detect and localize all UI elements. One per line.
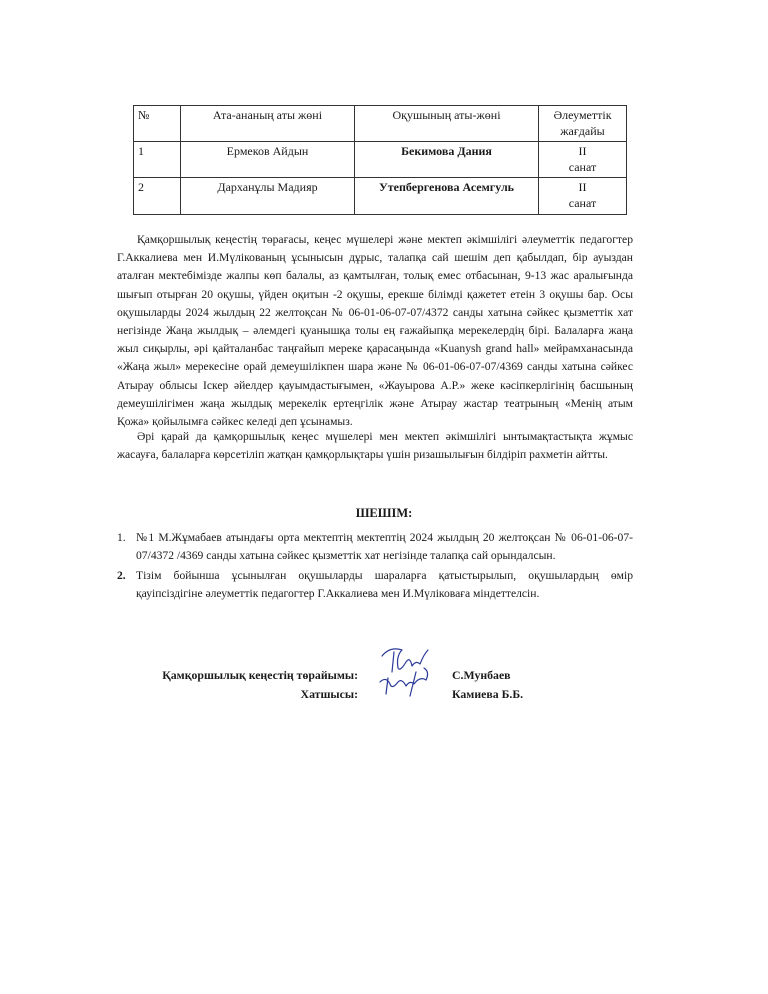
chair-label: Қамқоршылық кеңестің төрайымы:	[162, 668, 358, 682]
header-student-name: Оқушының аты-жөні	[355, 106, 539, 142]
row-parent-name: Дарханұлы Мадияр	[181, 178, 355, 214]
table-row	[134, 142, 627, 178]
status-label: санат	[568, 159, 597, 174]
secretary-name: Камиева Б.Б.	[452, 687, 524, 701]
decision-heading: ШЕШІМ:	[355, 506, 413, 520]
decision-item-text: №1 М.Жұмабаев атындағы орта мектептің мектептің 2024 жылдың 20 желтоқсан № 06-01-06-07-07/4372 /4369 санды хатына сәйкес қызметтік хат негізінде талапқа сай орындалсын.	[136, 531, 633, 562]
chair-name: С.Мунбаев	[452, 668, 511, 682]
row-social-status	[539, 178, 627, 214]
row-number: 2	[134, 178, 181, 214]
paragraph-1-text: Қамқоршылық кеңестің төрағасы, кеңес мүшелері және мектеп әкімшілігі әлеуметтік педагогтер Г.Аккалиева мен И.Мүлікованың ұсынысын дұрыс, талапқа сай шешім деп қабылдап, бір ауыздан аталған мектебімізде жалпы көп балалы, аз қамтылған, толық емес отбасынан, 9-13 жас аралығында шығып отырған 20 оқушы, үйден оқитын -2 оқушы, ерекше білімді қажетет етеін 3 оқушы бар. Осы оқушыларды 2024 жылдың 22 желтоқсан № 06-01-06-07-07/4372 санды хатына сәйкес қызметтік хат негізінде Жаңа жылдық – әлемдегі қуанышқа толы ең ғажайыпқа мерекелердің бірі. Балаларға жаңа жыл сиқырлы, әрі қайталанбас таңғайып мереке қарасаңында «Kuanysh grand hall» мейрамханасында «Жаңа жыл» мерекесіне орай демеушілікпен шара және № 06-01-06-07-07/4369 санды хатына сәйкес Атырау облысы Іскер әйелдер қауымдастығымен, «Жауырова А.Р.» жеке кәсіпкерлігінің басшының демеушілігімен жаңа жылдық мерекелік ертеңгілік және Атырау жастар театрының «Менің атым Қожа» қойылымға сәйкес келеді деп ұсынамыз.	[117, 233, 633, 429]
table-row	[134, 178, 627, 214]
decision-item-number: 1.	[117, 531, 126, 544]
secretary-label: Хатшысы:	[300, 687, 358, 701]
decision-item-2	[117, 567, 633, 602]
students-table	[133, 105, 627, 215]
header-number: №	[134, 106, 181, 142]
secretary-signature-stroke	[410, 672, 416, 696]
decision-item-text: Тізім бойынша ұсынылған оқушыларды шараларға қатыстырылып, оқушылардың өмір қауіпсіздігіне әлеуметтік педагогтер Г.Аккалиева мен И.Мүліковаға міндеттелсін.	[136, 569, 633, 600]
header-social-status: Әлеуметтік жағдайы	[539, 106, 627, 142]
row-student-name: Бекимова Дания	[355, 142, 539, 178]
body-paragraph-2	[117, 428, 633, 464]
row-social-status	[539, 142, 627, 178]
row-number: 1	[134, 142, 181, 178]
handwritten-signatures	[376, 642, 436, 700]
paragraph-2-text: Әрі қарай да қамқоршылық кеңес мүшелері мен мектеп әкімшілігі ынтымақтастықта жұмыс жасауға, балаларға көрсетіліп жатқан қамқорлықтары үшін ризашылығын білдіріп рахметін айтты.	[117, 430, 633, 462]
decision-item-number: 2.	[117, 569, 126, 582]
table-header-row	[134, 106, 627, 142]
row-parent-name: Ермеков Айдын	[181, 142, 355, 178]
status-category: II	[578, 144, 587, 159]
status-category: II	[578, 180, 587, 195]
row-student-name: Утепбергенова Асемгуль	[355, 178, 539, 214]
decision-item-1	[117, 529, 633, 564]
chair-signature-stroke	[392, 652, 394, 672]
body-paragraph-1	[117, 231, 633, 431]
status-label: санат	[568, 195, 597, 210]
header-parent-name: Ата-ананың аты жөні	[181, 106, 355, 142]
chair-signature-stroke	[382, 649, 428, 669]
